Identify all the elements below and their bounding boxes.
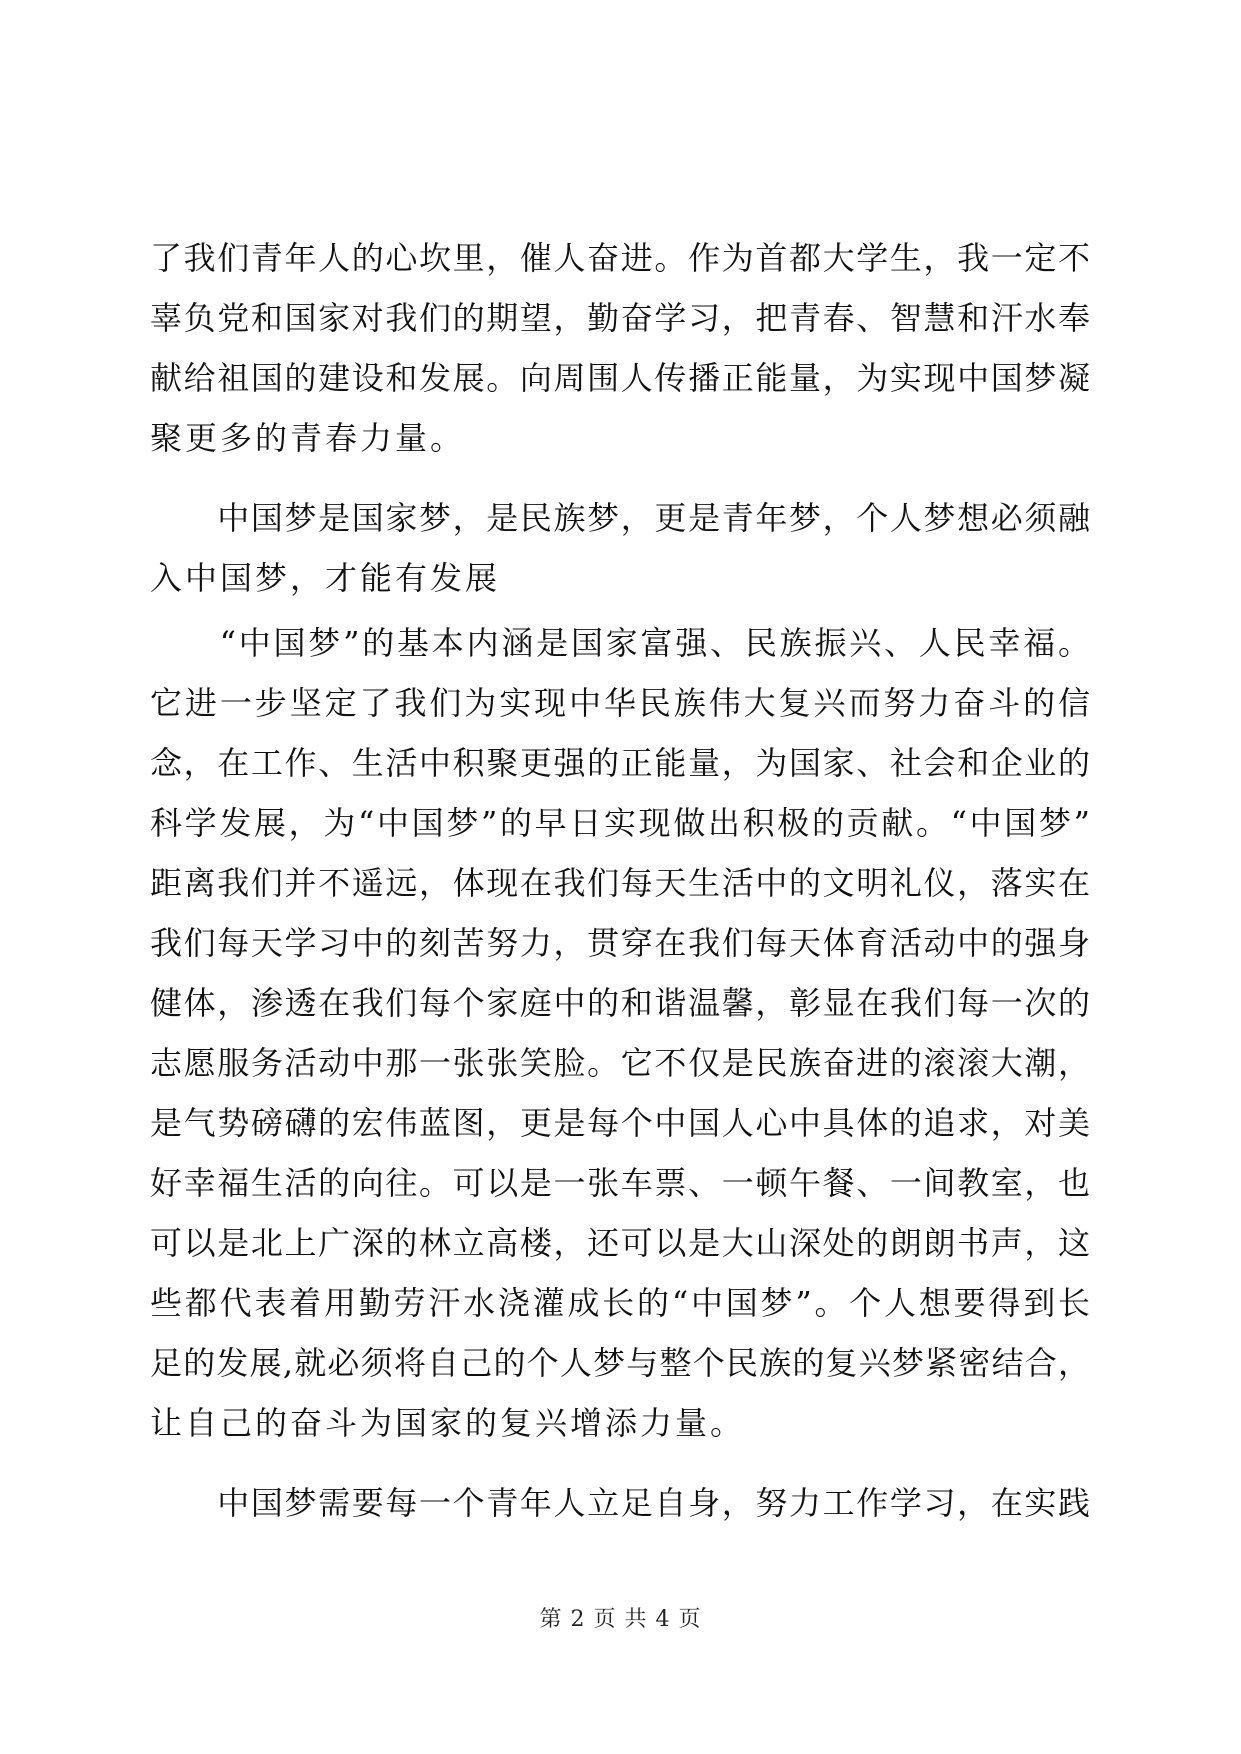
text-line: 了我们青年人的心坎里，催人奋进。作为首都大学生，我一定不: [150, 239, 1090, 277]
paragraph-1: [150, 228, 1090, 468]
text-line: 献给祖国的建设和发展。向周围人传播正能量，为实现中国梦凝: [150, 359, 1090, 397]
text-line: 些都代表着用勤劳汗水浇灌成长的“中国梦”。个人想要得到长: [150, 1284, 1090, 1322]
text-line: 中国梦需要每一个青年人立足自身，努力工作学习，在实践: [150, 1484, 1090, 1522]
paragraph-2: [150, 488, 1090, 608]
text-line: 科学发展，为“中国梦”的早日实现做出积极的贡献。“中国梦”: [150, 804, 1090, 842]
text-line: 聚更多的青春力量。: [150, 419, 466, 457]
text-line: 入中国梦，才能有发展: [150, 559, 501, 597]
text-line: 我们每天学习中的刻苦努力，贯穿在我们每天体育活动中的强身: [150, 924, 1090, 962]
paragraph-3: [150, 613, 1090, 1453]
text-line: 中国梦是国家梦，是民族梦，更是青年梦，个人梦想必须融: [150, 499, 1090, 537]
body-text: [150, 228, 1090, 1533]
paragraph-4: [150, 1473, 1090, 1533]
text-line: 是气势磅礴的宏伟蓝图，更是每个中国人心中具体的追求，对美: [150, 1104, 1090, 1142]
page-number-footer: 第 2 页 共 4 页: [539, 1607, 702, 1632]
text-line: 志愿服务活动中那一张张笑脸。它不仅是民族奋进的滚滚大潮，: [150, 1044, 1090, 1082]
text-line: 让自己的奋斗为国家的复兴增添力量。: [150, 1404, 746, 1442]
text-line: 它进一步坚定了我们为实现中华民族伟大复兴而努力奋斗的信: [150, 684, 1090, 722]
text-line: 足的发展,就必须将自己的个人梦与整个民族的复兴梦紧密结合，: [150, 1344, 1090, 1382]
text-line: 可以是北上广深的林立高楼，还可以是大山深处的朗朗书声，这: [150, 1224, 1090, 1262]
text-line: 距离我们并不遥远，体现在我们每天生活中的文明礼仪，落实在: [150, 864, 1090, 902]
text-line: “中国梦”的基本内涵是国家富强、民族振兴、人民幸福。: [150, 624, 1090, 662]
text-line: 健体，渗透在我们每个家庭中的和谐温馨，彰显在我们每一次的: [150, 984, 1090, 1022]
text-line: 辜负党和国家对我们的期望，勤奋学习，把青春、智慧和汗水奉: [150, 299, 1090, 337]
text-line: 念，在工作、生活中积聚更强的正能量，为国家、社会和企业的: [150, 744, 1090, 782]
text-line: 好幸福生活的向往。可以是一张车票、一顿午餐、一间教室，也: [150, 1164, 1090, 1202]
